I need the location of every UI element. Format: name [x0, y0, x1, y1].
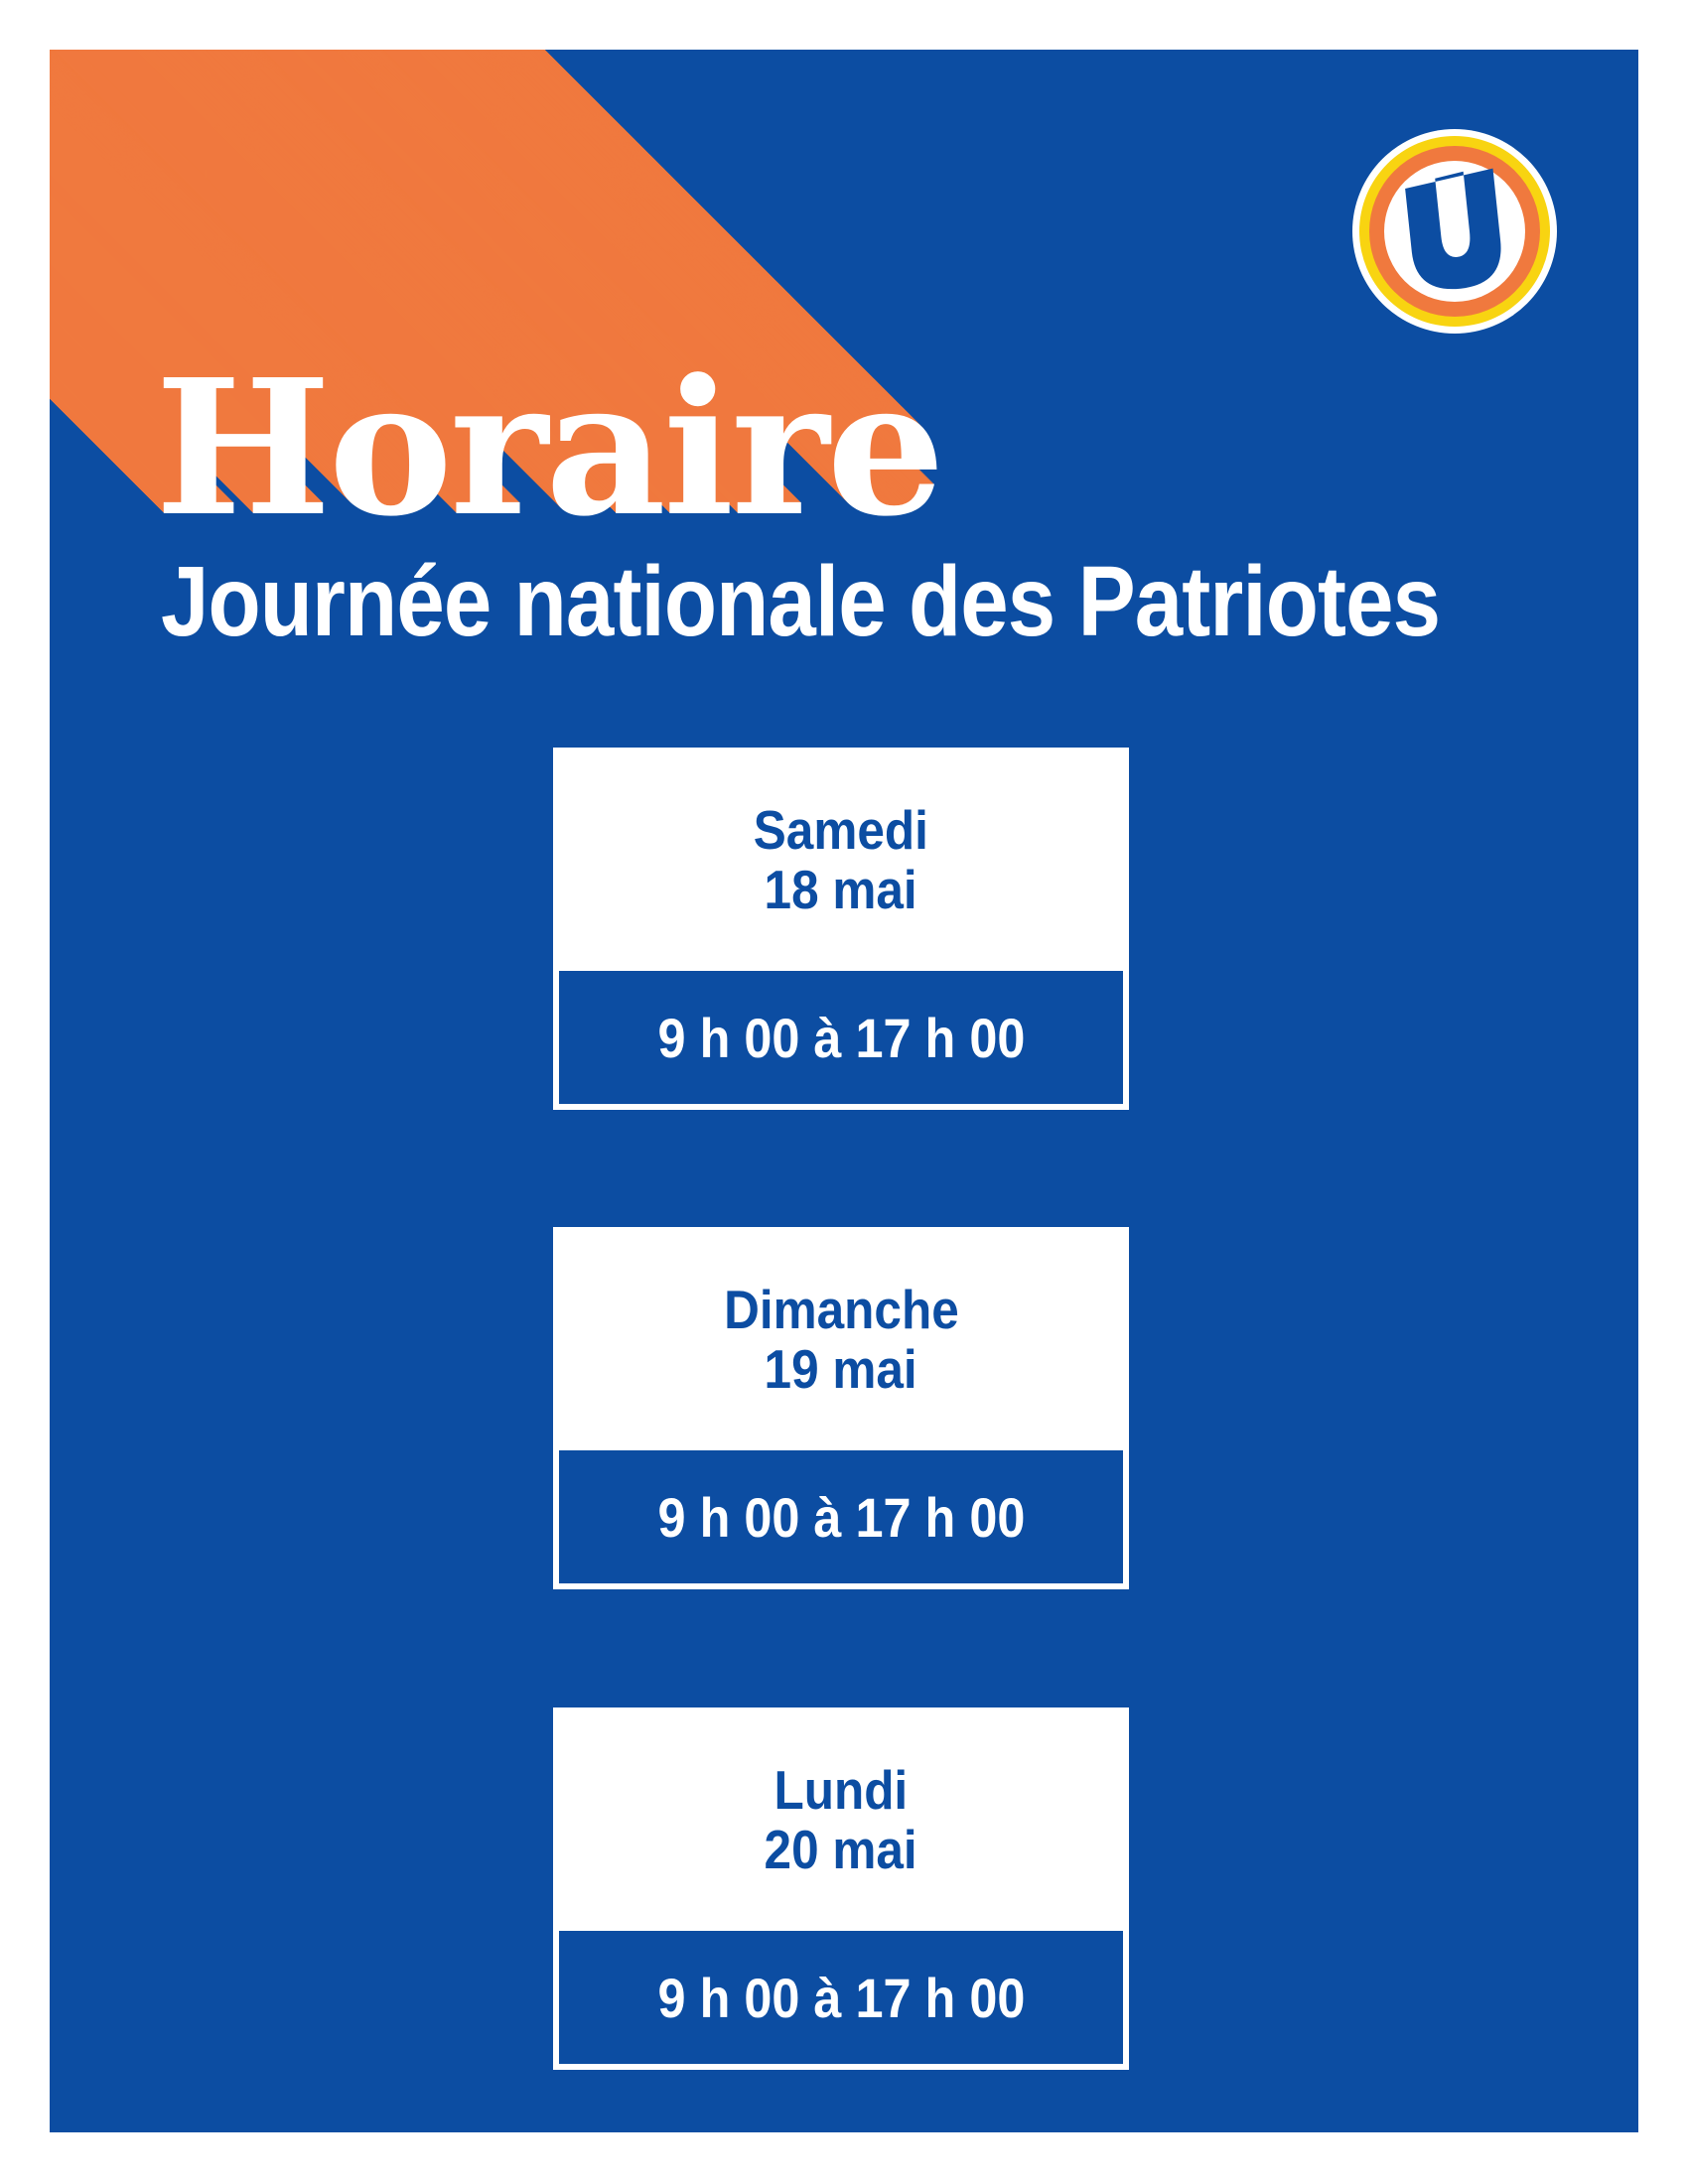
poster-subtitle: Journée nationale des Patriotes — [161, 546, 1441, 657]
date-label: 20 mai — [764, 1818, 918, 1880]
day-section — [553, 1227, 1129, 1450]
schedule-card-samedi — [553, 748, 1129, 1110]
day-label: Dimanche — [723, 1278, 959, 1340]
poster-panel — [50, 50, 1638, 2132]
hours-label: 9 h 00 à 17 h 00 — [657, 1006, 1025, 1069]
day-section — [553, 1707, 1129, 1931]
hours-bar — [559, 971, 1123, 1104]
day-section — [553, 748, 1129, 971]
poster-title: Horaire — [155, 339, 942, 558]
schedule-card-dimanche — [553, 1227, 1129, 1589]
hours-bar — [559, 1931, 1123, 2064]
hours-label: 9 h 00 à 17 h 00 — [657, 1485, 1025, 1549]
schedule-card-lundi — [553, 1707, 1129, 2070]
hours-label: 9 h 00 à 17 h 00 — [657, 1966, 1025, 2029]
day-label: Samedi — [753, 798, 929, 861]
date-label: 19 mai — [764, 1337, 918, 1400]
date-label: 18 mai — [764, 858, 918, 920]
day-label: Lundi — [774, 1758, 909, 1821]
u-logo — [1350, 127, 1559, 336]
hours-bar — [559, 1450, 1123, 1583]
